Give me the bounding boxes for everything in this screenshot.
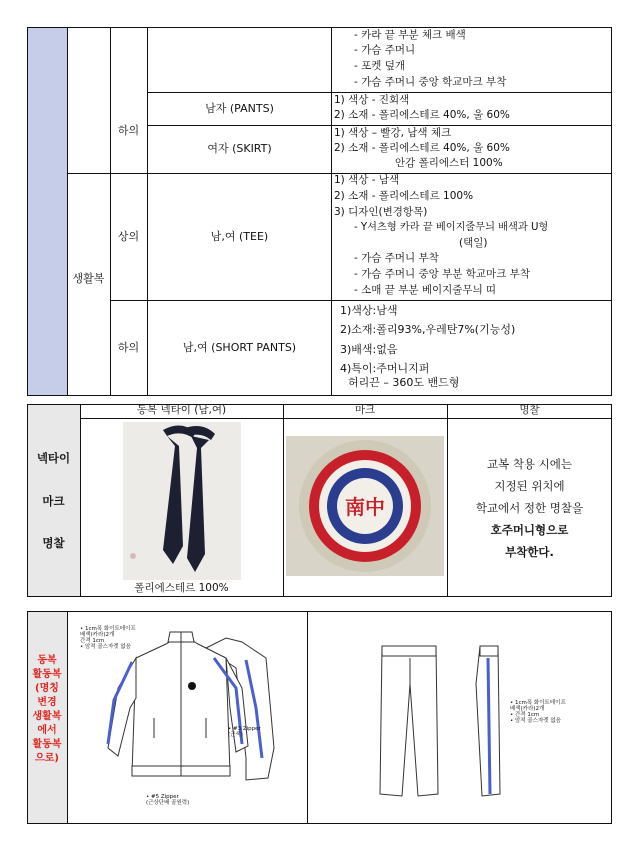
spec-line: - 가슴 주머니 중앙 부분 학교마크 부착 (354, 268, 530, 280)
spec-line: 안감 폴리에스터 100% (395, 157, 503, 169)
spec-line: - 가슴 주머니 중앙 학교마크 부착 (354, 76, 507, 88)
pants-note: • 간격 1cm (510, 712, 540, 718)
top-category-label: 상의 (117, 230, 140, 243)
activity-label-line: 동복 (37, 655, 57, 666)
nametag-header: 명찰 (519, 404, 540, 416)
zipper-note: • #3 Zipper (228, 726, 261, 732)
mark-text: 南中 (345, 495, 385, 519)
spec-line: - 포켓 덮개 (354, 60, 406, 72)
nametag-line: 지정된 위치에 (494, 479, 565, 493)
tie-caption: 폴리에스테르 100% (134, 582, 229, 594)
nametag-line: 교복 착용 시에는 (486, 457, 573, 471)
spec-line: 3) 디자인(변경항목) (334, 206, 428, 218)
spec-line: 2) 소재 - 폴리에스테르 40%, 울 60% (334, 142, 510, 154)
section1-sidebar (27, 27, 67, 395)
spec-line: 3)배색:없음 (340, 343, 398, 356)
nametag-line: 학교에서 정한 명찰을 (475, 501, 584, 515)
activity-label-line: 활동복 (32, 739, 62, 750)
necktie-photo (123, 422, 241, 580)
spec-line: (택일) (459, 237, 488, 249)
jacket-note: • 1cm폭 화이트테이프 (80, 626, 136, 632)
skirt-label: 여자 (SKIRT) (207, 142, 272, 155)
activity-label-line: 으로) (35, 753, 59, 764)
jacket-note: 배색(카라)2개 (80, 632, 115, 638)
spec-line: - 소매 끝 부분 베이지줄무늬 띠 (354, 284, 497, 296)
activity-label-line: 에서 (37, 725, 57, 736)
spec-line: 1) 색상 - 남색 (334, 174, 400, 186)
activity-jacket-drawing (96, 628, 280, 796)
short-pants-label: 남,여 (SHORT PANTS) (182, 341, 297, 354)
activity-pants-drawing (372, 644, 512, 804)
nametag-line-bold: 부착한다. (505, 545, 554, 559)
jacket-note: 간격 1cm (80, 638, 105, 644)
spec-line: 1)색상:남색 (340, 304, 398, 317)
spec-line: 2) 소재 - 폴리에스테르 40%, 울 60% (334, 109, 510, 121)
tee-label: 남,여 (TEE) (210, 230, 269, 243)
spec-line: - 가슴 주머니 부착 (354, 252, 439, 264)
spec-line: - Y셔츠형 카라 끝 베이지줄무늬 배색과 U형 (354, 222, 549, 233)
zipper5-note: • #5 Zipper (146, 794, 179, 800)
spec-line: - 카라 끝 부분 체크 배색 (354, 29, 466, 41)
zipper5-note: (근상단배 골원력) (146, 800, 190, 806)
activity-label-line: 변경 (37, 697, 57, 708)
activity-label-line: 활동복 (32, 669, 62, 680)
bottom2-category-label: 하의 (117, 341, 140, 354)
pants-note: • 암적 골스자켓 없음 (510, 718, 561, 724)
spec-line: 2) 소재 - 폴리에스테르 100% (334, 190, 474, 202)
spec-line: 2)소재:폴리93%,우레탄7%(기능성) (340, 323, 516, 336)
activity-label-line: 생활복 (32, 711, 62, 722)
zipper-note: (근색) (228, 732, 243, 738)
pants-note: 배색(카라)2개 (510, 706, 545, 712)
spec-line: 4)특이:주머니지퍼 (340, 362, 430, 375)
spec-line: - 가슴 주머니 (354, 44, 416, 56)
side-label-mark: 마크 (42, 494, 65, 508)
spec-line: 1) 색상 - 진회색 (334, 94, 410, 106)
nametag-line-bold: 호주머니형으로 (490, 523, 569, 537)
activity-label-line: (명칭 (35, 683, 59, 694)
spec-line: 1) 색상 – 빨강, 남색 체크 (334, 127, 452, 139)
spec-line: 허리끈 – 360도 밴드형 (348, 376, 460, 389)
tie-header: 동복 넥타이 (남,여) (136, 404, 227, 416)
pants-note: • 1cm폭 화이트테이프 (510, 700, 566, 706)
side-label-tie: 넥타이 (36, 451, 71, 465)
bottom-category-label: 하의 (117, 124, 140, 137)
casual-wear-label: 생활복 (72, 272, 105, 285)
side-label-nametag: 명찰 (42, 536, 65, 550)
jacket-note: • 암적 골스자켓 없음 (80, 644, 131, 650)
mark-header: 마크 (354, 404, 376, 416)
pants-label: 남자 (PANTS) (205, 102, 274, 115)
